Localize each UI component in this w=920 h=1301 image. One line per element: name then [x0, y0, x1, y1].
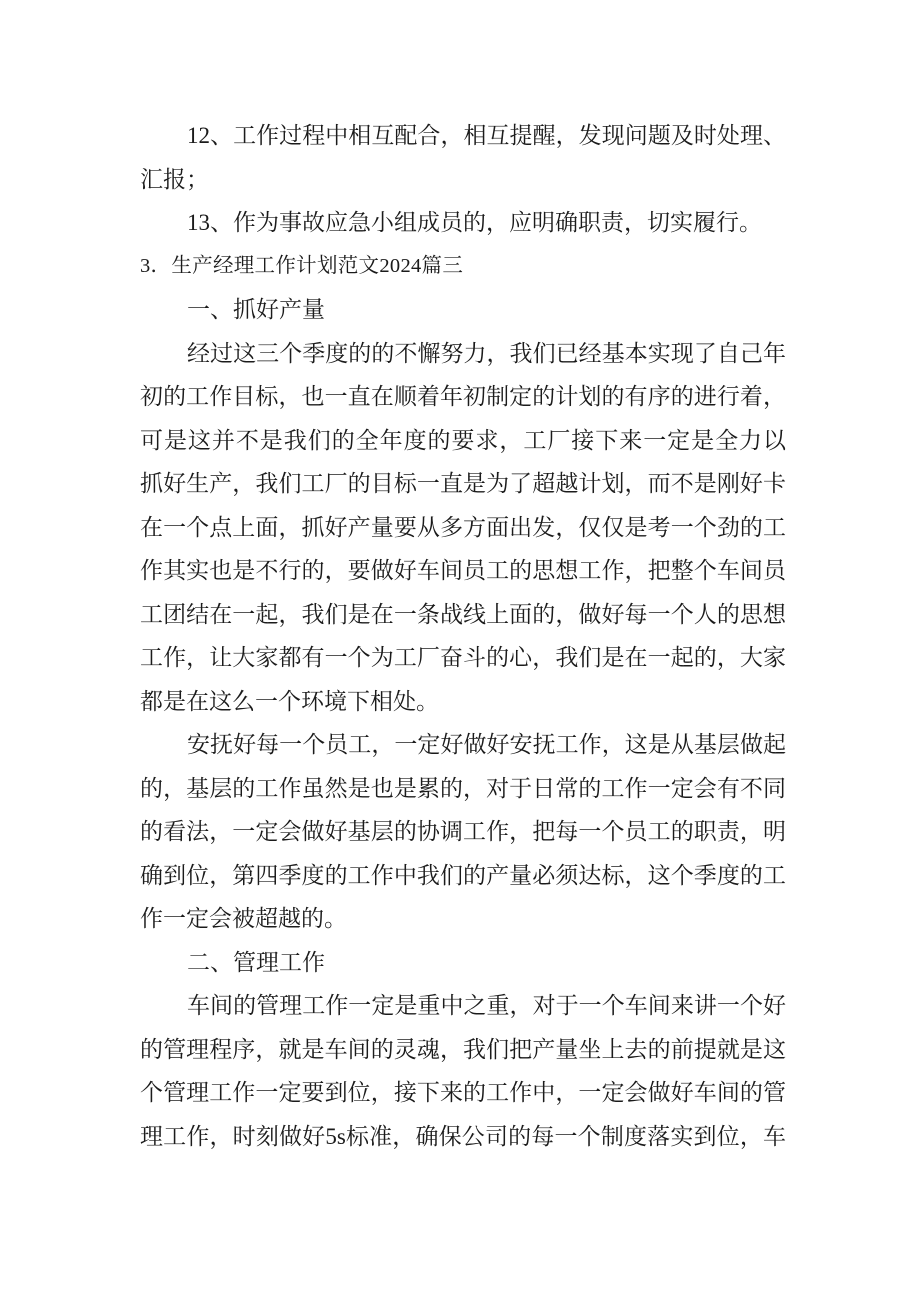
- paragraph-production: [140, 332, 786, 724]
- list-item-13: [140, 201, 786, 245]
- paragraph-line: 车间的管理工作一定是重中之重，对于一个车间来讲一个好: [187, 993, 786, 1018]
- paragraph-line: 的管理程序，就是车间的灵魂，我们把产量坐上去的前提就是这: [140, 1036, 786, 1062]
- list-item-line: 12、工作过程中相互配合，相互提醒，发现问题及时处理、: [187, 123, 786, 148]
- paragraph-line: 作其实也是不行的，要做好车间员工的思想工作，把整个车间员: [140, 558, 786, 583]
- paragraph-line: 工团结在一起，我们是在一条战线上面的，做好每一个人的思想: [140, 601, 786, 627]
- paragraph-line: 的，基层的工作虽然是也是累的，对于日常的工作一定会有不同: [140, 775, 786, 801]
- subheading-production: 一、抓好产量: [187, 297, 325, 322]
- list-item-12: [140, 114, 786, 201]
- paragraph-line: 抓好生产，我们工厂的目标一直是为了超越计划，而不是刚好卡: [140, 471, 786, 496]
- document-body: [140, 114, 786, 1158]
- list-item-line: 13、作为事故应急小组成员的，应明确职责，切实履行。: [187, 210, 762, 235]
- paragraph-line: 个管理工作一定要到位，接下来的工作中，一定会做好车间的管: [140, 1080, 786, 1105]
- paragraph-line: 工作，让大家都有一个为工厂奋斗的心，我们是在一起的，大家: [140, 645, 786, 670]
- paragraph-line: 都是在这么一个环境下相处。: [140, 688, 439, 714]
- paragraph-line: 安抚好每一个员工，一定好做好安抚工作，这是从基层做起: [187, 732, 786, 757]
- paragraph-line: 理工作，时刻做好5s标准，确保公司的每一个制度落实到位，车: [140, 1123, 786, 1149]
- paragraph-line: 的看法，一定会做好基层的协调工作，把每一个员工的职责，明: [140, 819, 786, 844]
- paragraph-line: 可是这并不是我们的全年度的要求，工厂接下来一定是全力以: [140, 427, 786, 453]
- section-heading: 3．生产经理工作计划范文2024篇三: [140, 254, 464, 277]
- paragraph-line: 初的工作目标，也一直在顺着年初制定的计划的有序的进行着，: [140, 384, 786, 409]
- paragraph-line: 经过这三个季度的的不懈努力，我们已经基本实现了自己年: [187, 340, 786, 366]
- paragraph-line: 在一个点上面，抓好产量要从多方面出发，仅仅是考一个劲的工: [140, 514, 786, 540]
- paragraph-line: 作一定会被超越的。: [140, 906, 347, 931]
- paragraph-management: [140, 984, 786, 1158]
- subheading-management: 二、管理工作: [187, 949, 325, 975]
- paragraph-line: 确到位，第四季度的工作中我们的产量必须达标，这个季度的工: [140, 862, 786, 888]
- paragraph-employees: [140, 723, 786, 941]
- list-item-line: 汇报；: [140, 166, 209, 192]
